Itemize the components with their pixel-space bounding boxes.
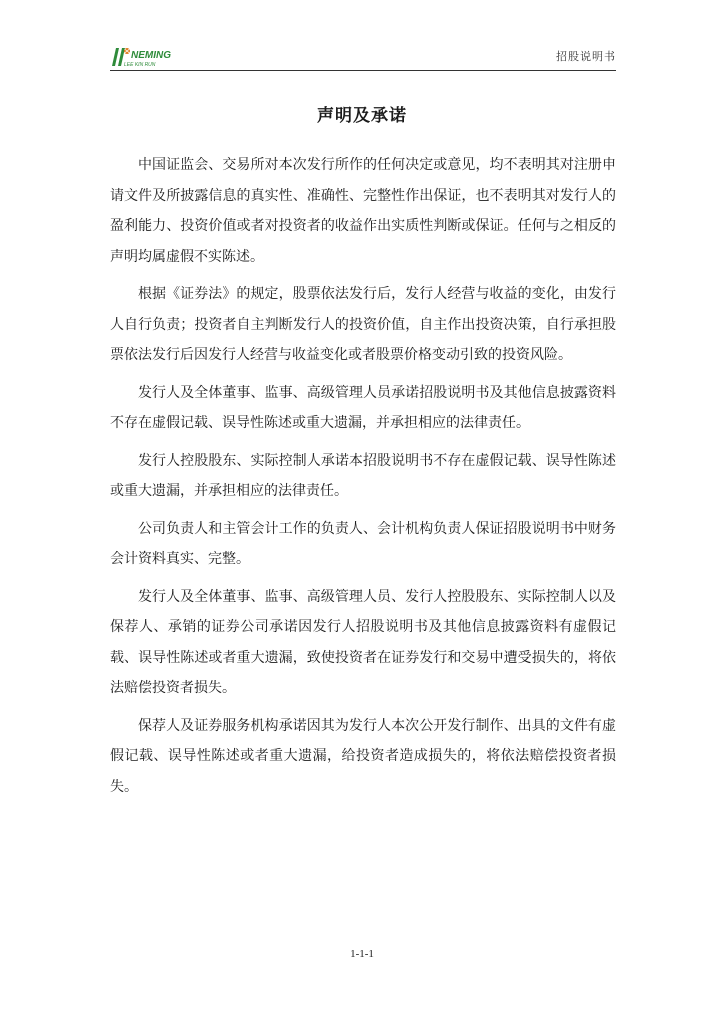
paragraph: 保荐人及证券服务机构承诺因其为发行人本次公开发行制作、出具的文件有虚假记载、误导性陈述或者重大遗漏，给投资者造成损失的，将依法赔偿投资者损失。 <box>110 717 616 795</box>
page-header <box>110 40 616 71</box>
paragraph: 公司负责人和主管会计工作的负责人、会计机构负责人保证招股说明书中财务会计资料真实、完整。 <box>110 520 616 567</box>
paragraph: 发行人及全体董事、监事、高级管理人员承诺招股说明书及其他信息披露资料不存在虚假记载、误导性陈述或重大遗漏，并承担相应的法律责任。 <box>110 384 616 431</box>
page-number: 1-1-1 <box>350 948 374 960</box>
logo-text: NEMING <box>131 50 171 61</box>
logo-subtext: LEE KIN RUN <box>124 62 156 68</box>
header-section-title: 招股说明书 <box>556 50 616 63</box>
paragraph: 中国证监会、交易所对本次发行所作的任何决定或意见，均不表明其对注册申请文件及所披露信息的真实性、准确性、完整性作出保证，也不表明其对发行人的盈利能力、投资价值或者对投资者的收益作出实质性判断或保证。任何与之相反的声明均属虚假不实陈述。 <box>110 157 616 265</box>
paragraph: 发行人控股股东、实际控制人承诺本招股说明书不存在虚假记载、误导性陈述或重大遗漏，并承担相应的法律责任。 <box>110 452 616 499</box>
document-title: 声明及承诺 <box>317 106 407 126</box>
paragraph: 发行人及全体董事、监事、高级管理人员、发行人控股股东、实际控制人以及保荐人、承销的证券公司承诺因发行人招股说明书及其他信息披露资料有虚假记载、误导性陈述或者重大遗漏，致使投资者在证券发行和交易中遭受损失的，将依法赔偿投资者损失。 <box>110 588 616 696</box>
company-logo <box>110 46 220 68</box>
logo-icon <box>110 46 220 68</box>
paragraph: 根据《证券法》的规定，股票依法发行后，发行人经营与收益的变化，由发行人自行负责；投资者自主判断发行人的投资价值，自主作出投资决策，自行承担股票依法发行后因发行人经营与收益变化或者股票价格变动引致的投资风险。 <box>110 286 616 363</box>
document-body <box>110 150 616 809</box>
